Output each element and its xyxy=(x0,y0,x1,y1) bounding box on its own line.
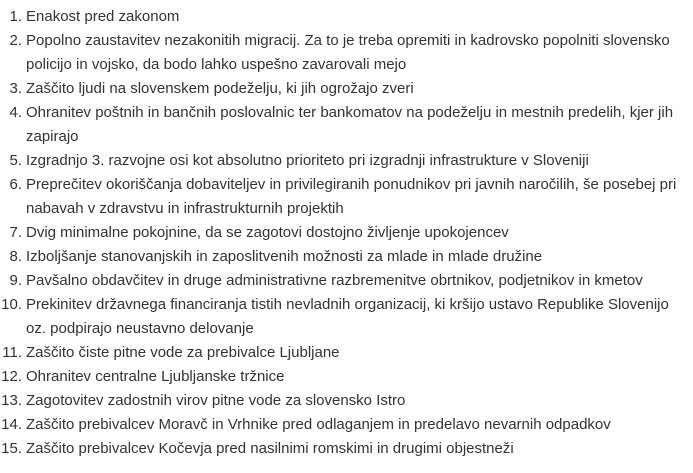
list-item xyxy=(0,389,693,413)
list-item-text: Pavšalno obdavčitev in druge administrativne razbremenitve obrtnikov, podjetnikov in kmetov xyxy=(26,272,643,289)
list-item-text: Zaščito prebivalcev Kočevja pred nasilnimi romskimi in drugimi objestneži xyxy=(26,440,514,457)
list-item xyxy=(0,245,693,269)
list-item-number: 2. xyxy=(9,32,22,49)
list-item-number: 10. xyxy=(1,296,22,313)
list-item-text: Prekinitev državnega financiranja tistih nevladnih organizacij, ki kršijo ustavo Republike Slovenijo oz. podpirajo neustavno delovanje xyxy=(26,296,669,337)
list-item-number: 1. xyxy=(9,8,22,25)
list-item xyxy=(0,221,693,245)
list-item-text: Izgradnjo 3. razvojne osi kot absolutno prioriteto pri izgradnji infrastrukture v Sloveniji xyxy=(26,152,589,169)
list-item xyxy=(0,437,693,461)
list-item-text: Preprečitev okoriščanja dobaviteljev in privilegiranih ponudnikov pri javnih naročilih, še posebej pri nabavah v zdravstvu in infrastrukturnih projektih xyxy=(26,176,677,217)
list-item-text: Zaščito prebivalcev Moravč in Vrhnike pred odlaganjem in predelavo nevarnih odpadkov xyxy=(26,416,611,433)
list-item xyxy=(0,293,693,341)
list-item-text: Popolno zaustavitev nezakonitih migracij. Za to je treba opremiti in kadrovsko popolniti slovensko policijo in vojsko, da bodo lahko uspešno zavarovali mejo xyxy=(26,32,670,73)
list-item-number: 7. xyxy=(9,224,22,241)
list-item-number: 8. xyxy=(9,248,22,265)
list-item xyxy=(0,365,693,389)
list-item xyxy=(0,5,693,29)
list-item-text: Ohranitev centralne Ljubljanske tržnice xyxy=(26,368,285,385)
list-item-number: 15. xyxy=(1,440,22,457)
list-item-number: 14. xyxy=(1,416,22,433)
list-item-text: Zaščito čiste pitne vode za prebivalce Ljubljane xyxy=(26,344,340,361)
list-item-number: 12. xyxy=(1,368,22,385)
list-item-number: 4. xyxy=(9,104,22,121)
list-item xyxy=(0,29,693,77)
list-item xyxy=(0,341,693,365)
list-item-number: 11. xyxy=(2,344,22,361)
list-item xyxy=(0,269,693,293)
list-item-text: Enakost pred zakonom xyxy=(26,8,180,25)
list-item-number: 9. xyxy=(9,272,22,289)
list-item xyxy=(0,173,693,221)
list-item-text: Dvig minimalne pokojnine, da se zagotovi dostojno življenje upokojencev xyxy=(26,224,509,241)
list-item-text: Zaščito ljudi na slovenskem podeželju, ki jih ogrožajo zveri xyxy=(26,80,414,97)
list-item xyxy=(0,149,693,173)
list-item-number: 3. xyxy=(9,80,22,97)
list-item-number: 6. xyxy=(9,176,22,193)
list-item-number: 5. xyxy=(9,152,22,169)
list-item xyxy=(0,101,693,149)
list-item xyxy=(0,413,693,437)
list-item-text: Zagotovitev zadostnih virov pitne vode za slovensko Istro xyxy=(26,392,406,409)
list-item-number: 13. xyxy=(1,392,22,409)
list-item xyxy=(0,77,693,101)
list-item-text: Ohranitev poštnih in bančnih poslovalnic ter bankomatov na podeželju in mestnih predelih, kjer jih zapirajo xyxy=(26,104,674,145)
list-item-text: Izboljšanje stanovanjskih in zaposlitvenih možnosti za mlade in mlade družine xyxy=(26,248,543,265)
